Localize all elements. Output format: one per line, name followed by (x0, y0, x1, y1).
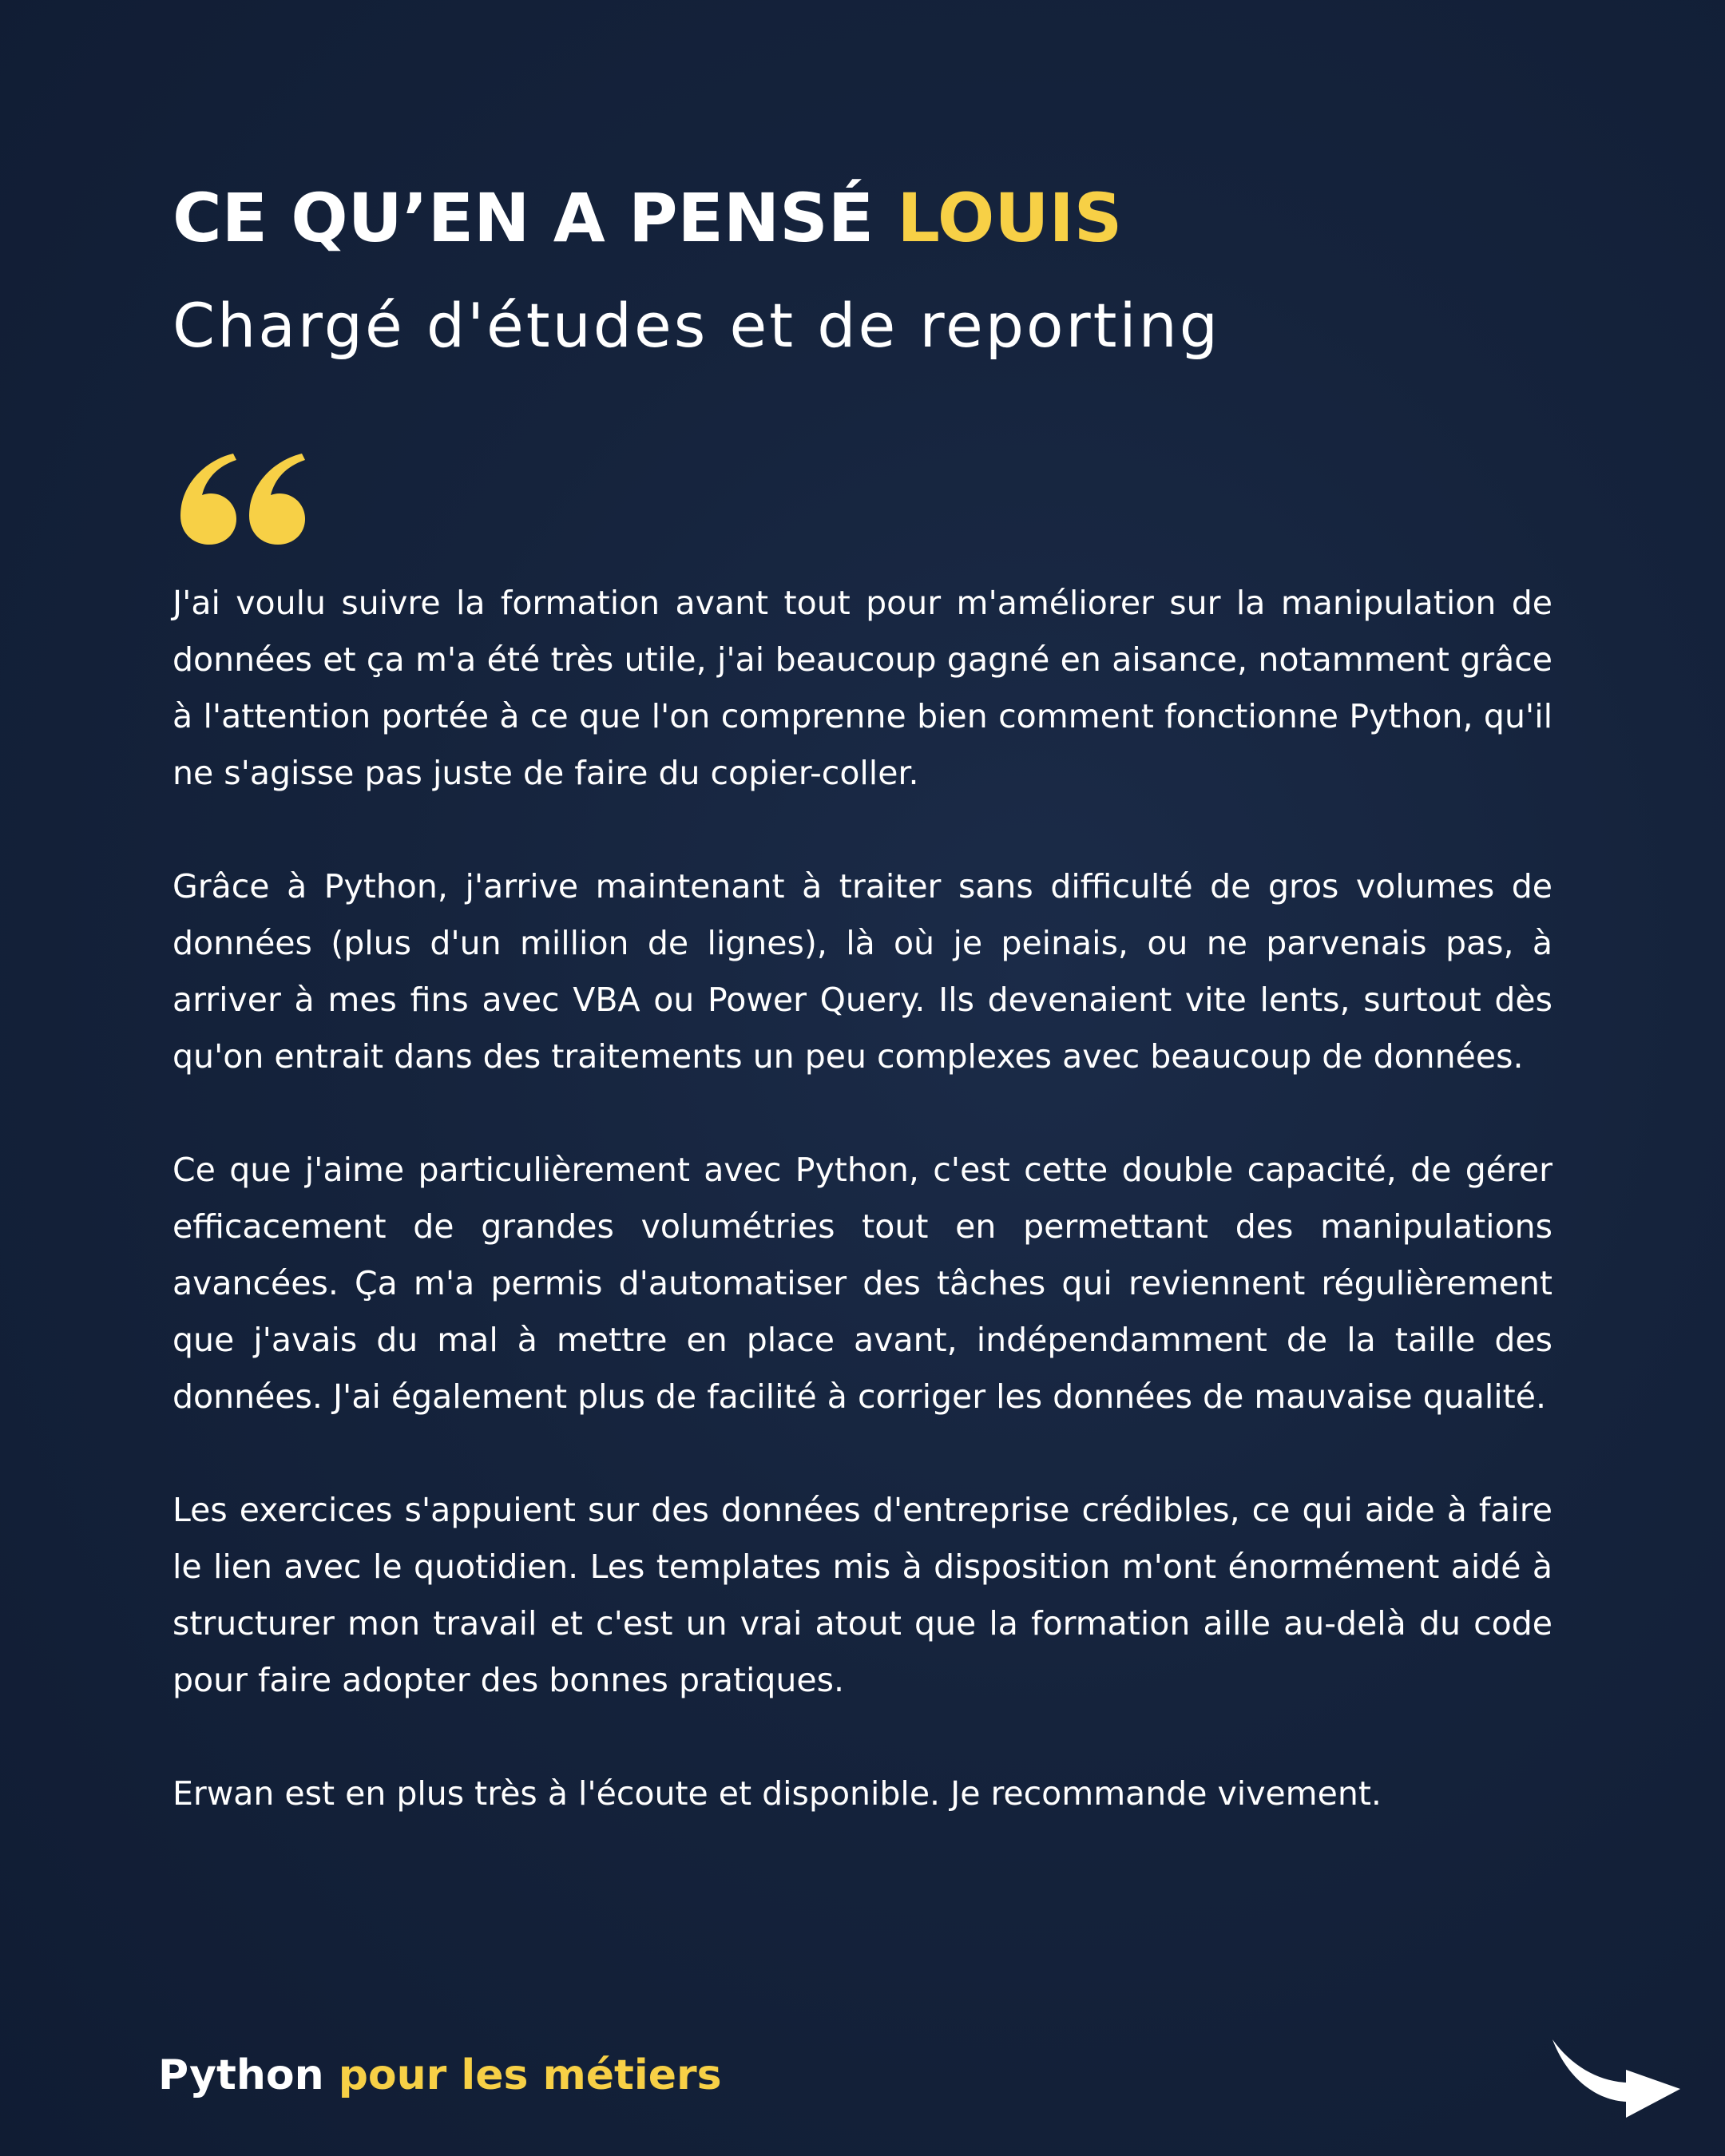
testimonial-text (172, 575, 1552, 1822)
testimonial-paragraph: Les exercices s'appuient sur des données d'entreprise crédibles, ce qui aide à faire le lien avec le quotidien. Les templates mis à disposition m'ont énormément aidé à structurer mon travail et c'est un vrai atout que la formation aille au-delà du code pour faire adopter des bonnes pratiques. (172, 1491, 1552, 1699)
testimonial-paragraph: Grâce à Python, j'arrive maintenant à traiter sans difficulté de gros volumes de données (plus d'un million de lignes), là où je peinais, ou ne parvenais pas, à arriver à mes fins avec VBA ou Power Query. Ils devenaient vite lents, surtout dès qu'on entrait dans des traitements un peu complexes avec beaucoup de données. (172, 867, 1552, 1076)
title-name: LOUIS (897, 179, 1123, 257)
job-title: Chargé d'études et de reporting (172, 290, 1221, 361)
testimonial-paragraph: Erwan est en plus très à l'écoute et disponible. Je recommande vivement. (172, 1774, 1382, 1813)
brand-logo (158, 2047, 722, 2103)
brand-name-rest: pour les métiers (338, 2051, 722, 2099)
testimonial-paragraph: Ce que j'aime particulièrement avec Python, c'est cette double capacité, de gérer efficacement de grandes volumétries tout en permettant des manipulations avancées. Ça m'a permis d'automatiser des tâches qui reviennent régulièrement que j'avais du mal à mettre en place avant, indépendamment de la taille des données. J'ai également plus de facilité à corriger les données de mauvaise qualité. (172, 1151, 1552, 1416)
title-prefix: CE QU’EN A PENSÉ (172, 179, 898, 257)
page-title (172, 174, 1122, 262)
next-arrow-icon[interactable] (1549, 2035, 1685, 2122)
opening-quote-icon (176, 447, 311, 547)
brand-name-first: Python (158, 2051, 324, 2099)
testimonial-paragraph: J'ai voulu suivre la formation avant tout pour m'améliorer sur la manipulation de données et ça m'a été très utile, j'ai beaucoup gagné en aisance, notamment grâce à l'attention portée à ce que l'on comprenne bien comment fonctionne Python, qu'il ne s'agisse pas juste de faire du copier-coller. (172, 584, 1552, 792)
